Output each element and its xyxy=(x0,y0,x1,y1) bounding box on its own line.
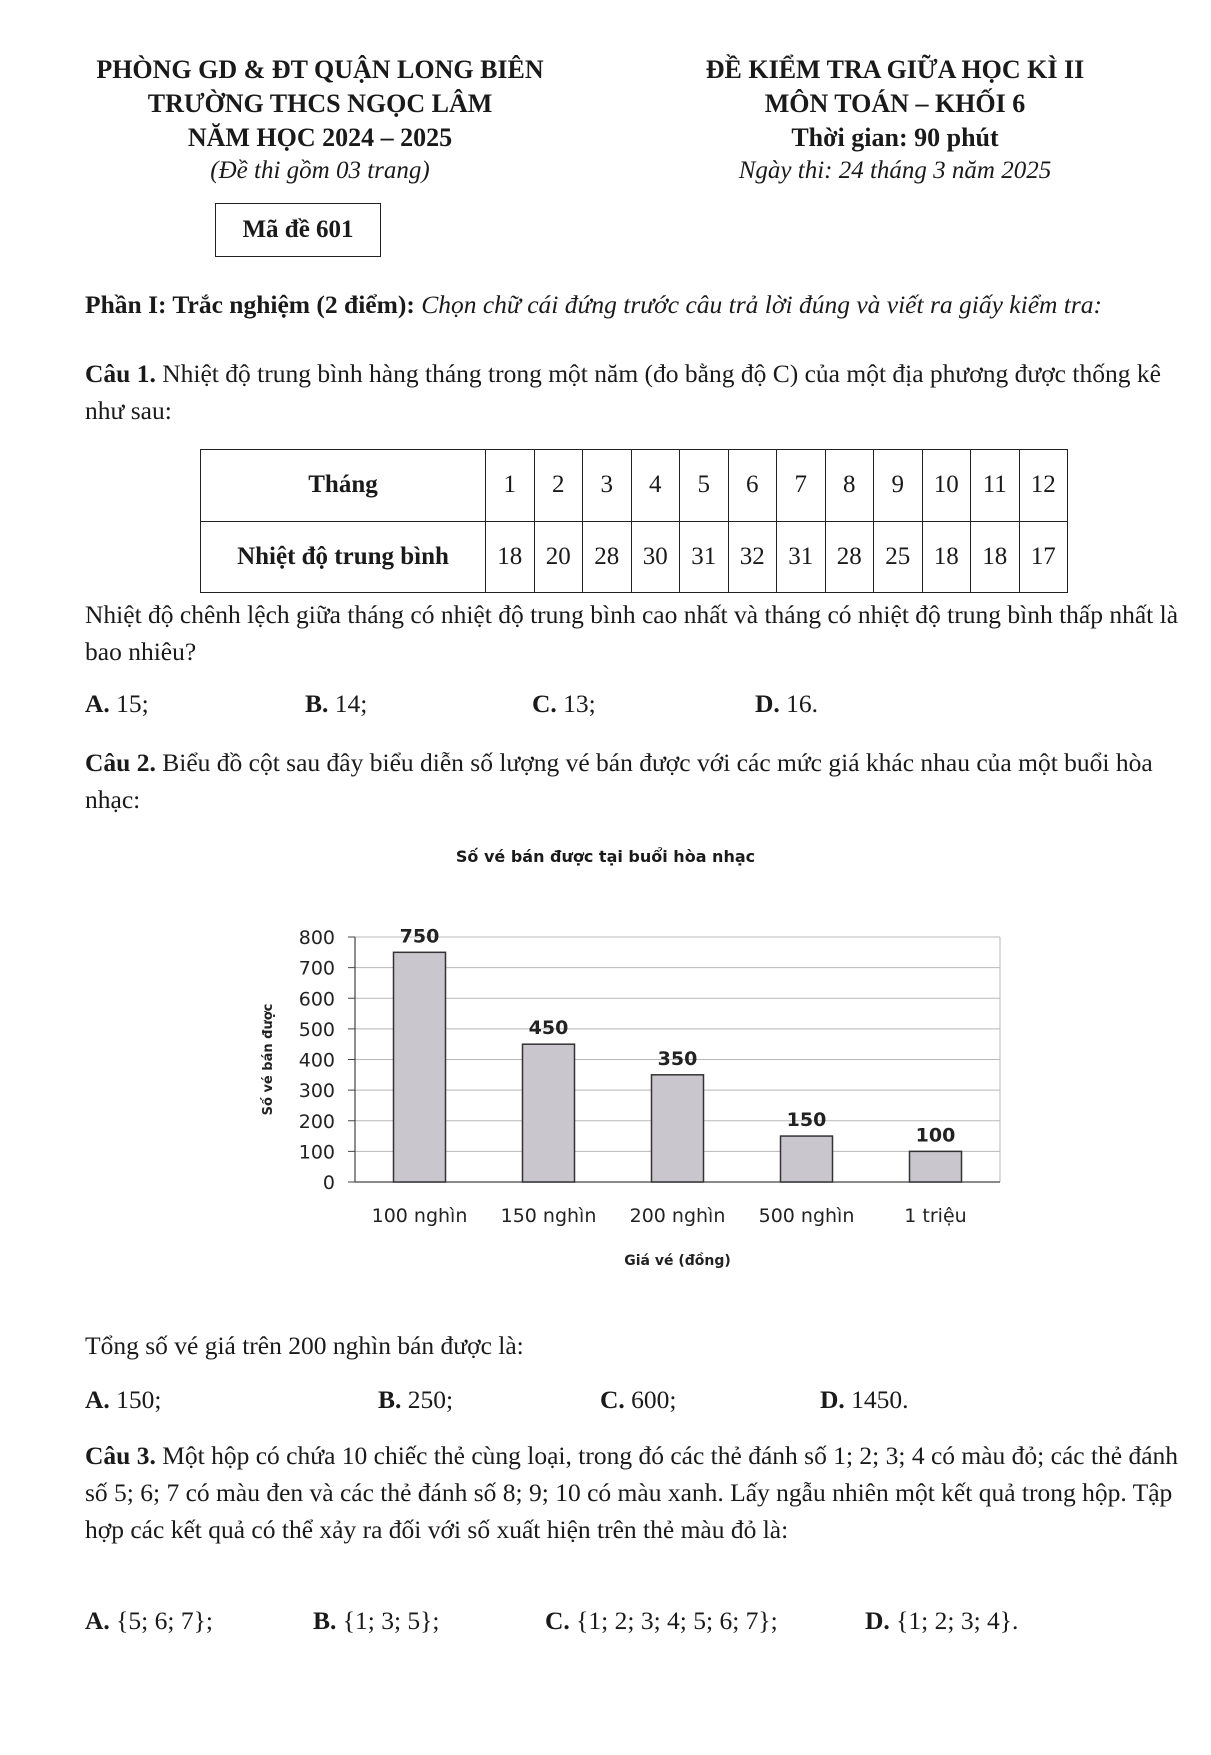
option-letter: D. xyxy=(865,1606,890,1635)
y-tick-label: 200 xyxy=(298,1110,335,1133)
temperature-cell: 20 xyxy=(534,521,583,593)
q1-text: Nhiệt độ trung bình hàng tháng trong một năm (đo bằng độ C) của một địa phương được thống kê như sau: xyxy=(85,359,1161,425)
q2-option-a[interactable] xyxy=(85,1385,162,1415)
temperature-table xyxy=(200,449,1068,593)
exam-duration: Thời gian: 90 phút xyxy=(791,123,999,152)
q2-option-c[interactable] xyxy=(600,1385,677,1415)
month-cell: 2 xyxy=(534,450,583,522)
y-axis-title: Số vé bán được xyxy=(261,1003,276,1116)
bar xyxy=(781,1136,833,1182)
q1-question: Nhiệt độ chênh lệch giữa tháng có nhiệt độ trung bình cao nhất và tháng có nhiệt độ trung bình thấp nhất là bao nhiêu? xyxy=(85,600,1179,666)
q2-option-b[interactable] xyxy=(378,1385,453,1415)
y-tick-label: 400 xyxy=(298,1049,335,1072)
temperature-cell: 30 xyxy=(631,521,680,593)
option-text: {5; 6; 7}; xyxy=(109,1606,213,1635)
option-letter: C. xyxy=(532,689,557,718)
data-label: 100 xyxy=(915,1124,956,1147)
q2-option-d[interactable] xyxy=(820,1385,909,1415)
month-cell: 11 xyxy=(971,450,1020,522)
y-tick-label: 700 xyxy=(298,957,335,980)
department-name: PHÒNG GD & ĐT QUẬN LONG BIÊN xyxy=(96,55,544,84)
bar xyxy=(652,1075,704,1182)
q3-option-b[interactable] xyxy=(313,1606,440,1636)
y-tick-label: 600 xyxy=(298,988,335,1011)
bar xyxy=(394,952,446,1182)
chart-labels xyxy=(261,925,967,1269)
data-label: 350 xyxy=(657,1047,698,1070)
y-tick-label: 100 xyxy=(298,1141,335,1164)
temperature-cell: 31 xyxy=(680,521,729,593)
temperature-cell: 18 xyxy=(971,521,1020,593)
option-text: 1450. xyxy=(844,1385,909,1414)
data-label: 450 xyxy=(528,1017,569,1040)
month-cell: 1 xyxy=(486,450,535,522)
month-row-label: Tháng xyxy=(201,450,486,522)
option-text: 15; xyxy=(109,689,149,718)
option-letter: A. xyxy=(85,1385,110,1414)
option-text: 150; xyxy=(109,1385,162,1414)
x-tick-label: 1 triệu xyxy=(904,1205,967,1227)
q2-text: Biểu đồ cột sau đây biểu diễn số lượng vé bán được với các mức giá khác nhau của một buổi hòa nhạc: xyxy=(85,748,1153,814)
x-tick-label: 150 nghìn xyxy=(500,1205,597,1227)
q1-option-c[interactable] xyxy=(532,689,596,719)
month-cell: 5 xyxy=(680,450,729,522)
q1-prompt xyxy=(85,355,1187,429)
month-cell: 9 xyxy=(874,450,923,522)
option-letter: B. xyxy=(313,1606,337,1635)
month-cell: 10 xyxy=(922,450,971,522)
x-axis-title: Giá vé (đồng) xyxy=(624,1253,731,1269)
q3-option-d[interactable] xyxy=(865,1606,1018,1636)
temperature-row xyxy=(201,521,1068,593)
part1-heading xyxy=(85,286,1187,323)
option-letter: B. xyxy=(378,1385,402,1414)
page-count-note: (Đề thi gồm 03 trang) xyxy=(210,157,430,184)
month-cell: 6 xyxy=(728,450,777,522)
y-tick-label: 0 xyxy=(322,1172,335,1194)
option-letter: B. xyxy=(305,689,329,718)
option-letter: C. xyxy=(545,1606,570,1635)
q3-text: Một hộp có chứa 10 chiếc thẻ cùng loại, trong đó các thẻ đánh số 1; 2; 3; 4 có màu đỏ; các thẻ đánh số 5; 6; 7 có màu đen và các thẻ đánh số 8; 9; 10 có màu xanh. Lấy ngẫu nhiên một kết quả trong hộp. Tập hợp các kết quả có thể xảy ra đối với số xuất hiện trên thẻ màu đỏ là: xyxy=(85,1441,1179,1544)
option-text: {1; 2; 3; 4; 5; 6; 7}; xyxy=(569,1606,778,1635)
x-tick-label: 100 nghìn xyxy=(371,1205,468,1227)
q3-label: Câu 3. xyxy=(85,1441,156,1470)
temperature-cell: 28 xyxy=(825,521,874,593)
school-year: NĂM HỌC 2024 – 2025 xyxy=(187,123,453,152)
q3-prompt xyxy=(85,1437,1187,1548)
option-text: {1; 2; 3; 4}. xyxy=(889,1606,1019,1635)
temperature-cell: 17 xyxy=(1019,521,1068,593)
q2-prompt xyxy=(85,744,1187,818)
q1-option-a[interactable] xyxy=(85,689,149,719)
exam-code-box xyxy=(215,203,381,257)
month-row xyxy=(201,450,1068,522)
exam-code: Mã đề 601 xyxy=(242,216,354,243)
option-letter: A. xyxy=(85,689,110,718)
y-tick-label: 300 xyxy=(298,1080,335,1103)
month-cell: 7 xyxy=(777,450,826,522)
data-label: 750 xyxy=(399,925,440,948)
q3-option-c[interactable] xyxy=(545,1606,778,1636)
q1-label: Câu 1. xyxy=(85,359,156,388)
option-text: 14; xyxy=(328,689,368,718)
option-letter: A. xyxy=(85,1606,110,1635)
month-cell: 8 xyxy=(825,450,874,522)
option-letter: C. xyxy=(600,1385,625,1414)
y-tick-label: 800 xyxy=(298,927,335,949)
option-text: 13; xyxy=(556,689,596,718)
x-tick-label: 500 nghìn xyxy=(758,1205,855,1227)
temperature-cell: 25 xyxy=(874,521,923,593)
bar xyxy=(523,1044,575,1182)
subject-grade: MÔN TOÁN – KHỐI 6 xyxy=(764,89,1026,118)
temperature-cell: 28 xyxy=(583,521,632,593)
q3-option-a[interactable] xyxy=(85,1606,213,1636)
month-cell: 12 xyxy=(1019,450,1068,522)
temperature-row-label: Nhiệt độ trung bình xyxy=(201,521,486,593)
chart-title: Số vé bán được tại buổi hòa nhạc xyxy=(455,847,756,866)
bar xyxy=(910,1151,962,1182)
option-text: {1; 3; 5}; xyxy=(336,1606,440,1635)
q2-question: Tổng số vé giá trên 200 nghìn bán được là: xyxy=(85,1331,524,1360)
temperature-cell: 18 xyxy=(922,521,971,593)
temperature-cell: 18 xyxy=(486,521,535,593)
exam-title: ĐỀ KIỂM TRA GIỮA HỌC KÌ II xyxy=(705,55,1085,84)
data-label: 150 xyxy=(786,1109,827,1132)
x-tick-label: 200 nghìn xyxy=(629,1205,726,1227)
ticket-sales-bar-chart xyxy=(0,900,1211,1280)
option-text: 600; xyxy=(624,1385,677,1414)
month-cell: 4 xyxy=(631,450,680,522)
option-letter: D. xyxy=(820,1385,845,1414)
month-cell: 3 xyxy=(583,450,632,522)
q1-option-d[interactable] xyxy=(755,689,818,719)
q2-label: Câu 2. xyxy=(85,748,156,777)
option-text: 250; xyxy=(401,1385,454,1414)
option-text: 16. xyxy=(779,689,819,718)
option-letter: D. xyxy=(755,689,780,718)
q1-option-b[interactable] xyxy=(305,689,367,719)
temperature-cell: 32 xyxy=(728,521,777,593)
temperature-cell: 31 xyxy=(777,521,826,593)
part1-instruction: Chọn chữ cái đứng trước câu trả lời đúng và viết ra giấy kiểm tra: xyxy=(421,290,1103,319)
part1-title: Phần I: Trắc nghiệm (2 điểm): xyxy=(85,290,415,319)
y-tick-label: 500 xyxy=(298,1018,335,1041)
exam-date: Ngày thi: 24 tháng 3 năm 2025 xyxy=(738,157,1052,184)
school-name: TRƯỜNG THCS NGỌC LÂM xyxy=(147,89,493,118)
